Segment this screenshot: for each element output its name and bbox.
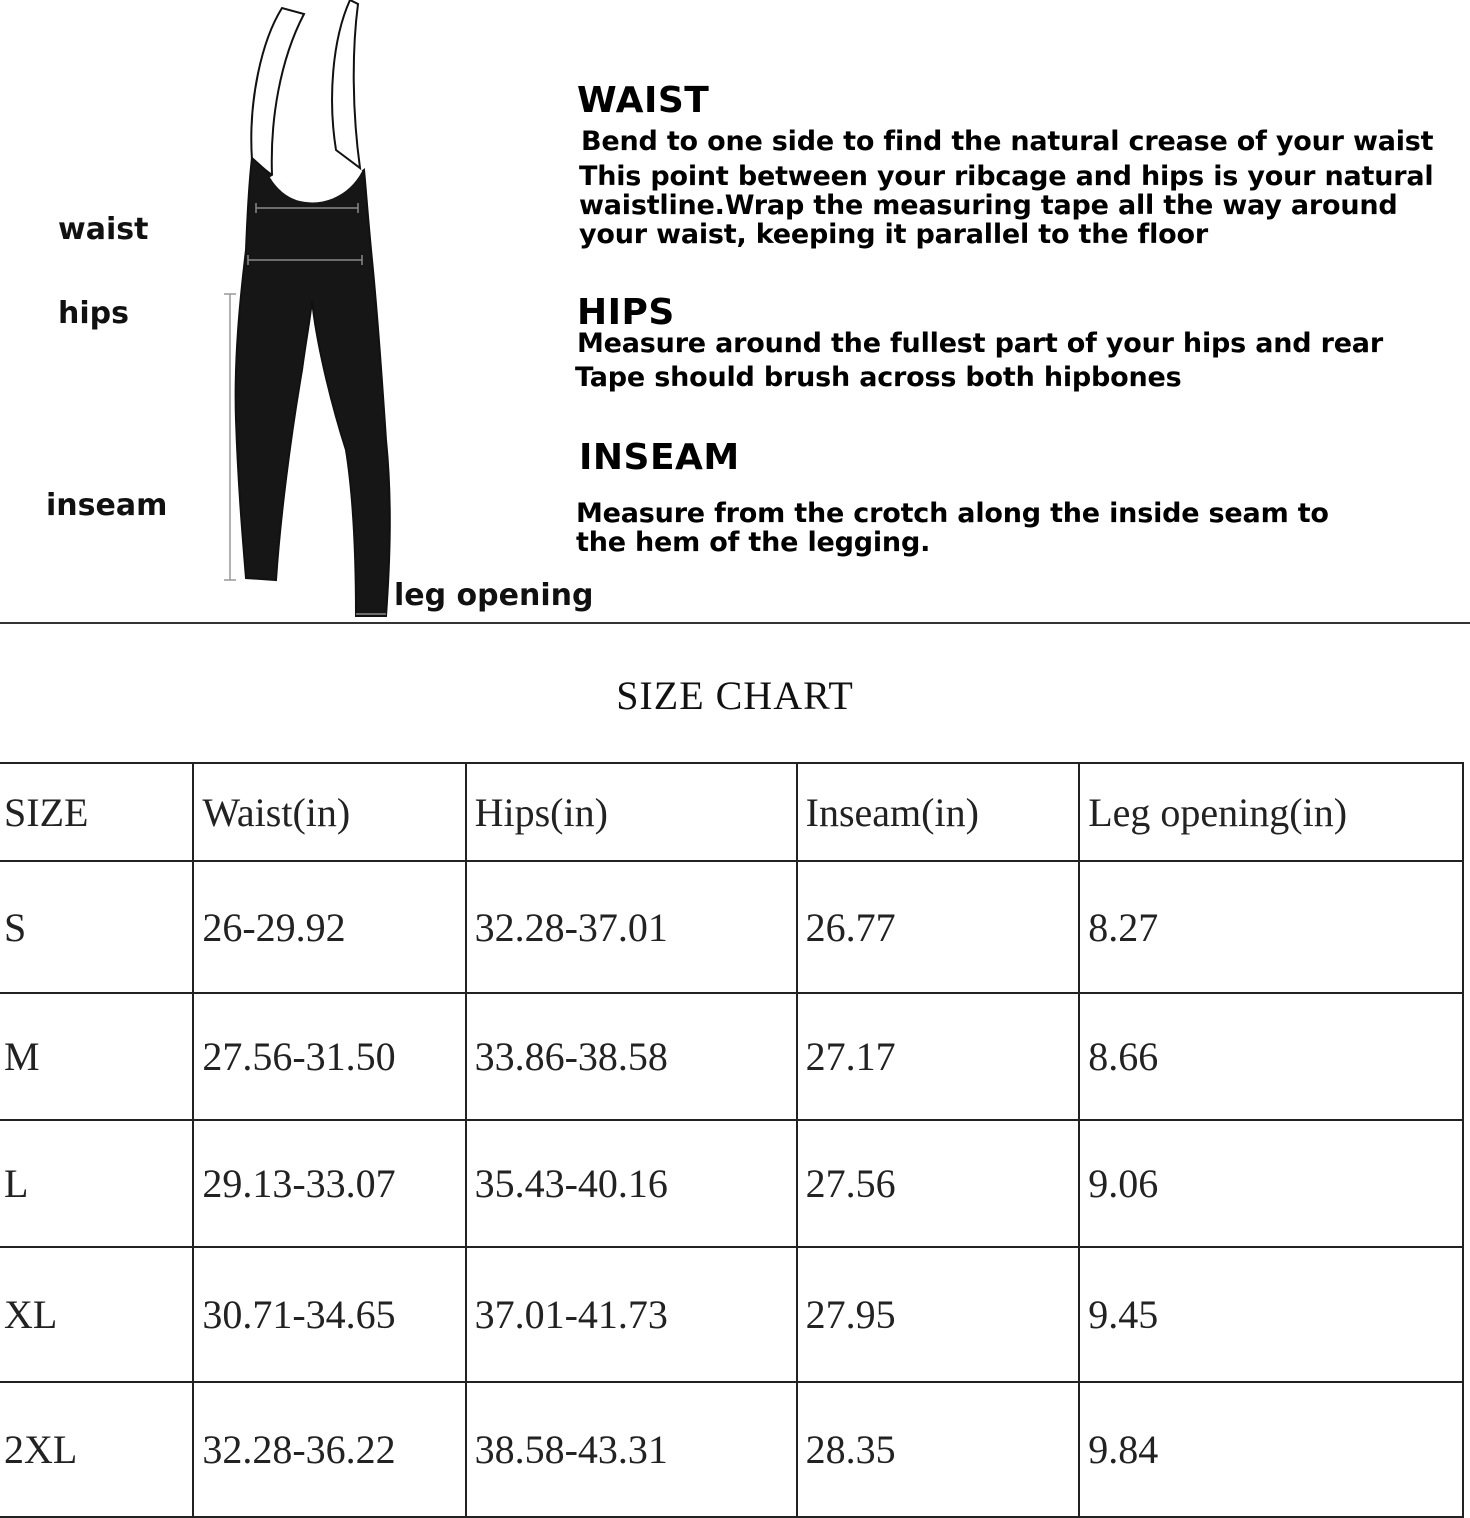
size-cell: L — [0, 1120, 193, 1247]
inseam-cell: 27.95 — [797, 1247, 1080, 1382]
inseam-cell: 26.77 — [797, 861, 1080, 993]
inseam-cell: 27.56 — [797, 1120, 1080, 1247]
bib-tights-illustration — [200, 0, 420, 622]
waist-heading: WAIST — [577, 80, 710, 121]
waist-cell: 30.71-34.65 — [193, 1247, 465, 1382]
waist-cell: 27.56-31.50 — [193, 993, 465, 1120]
waist-text-line: Bend to one side to find the natural crease of your waist — [581, 126, 1434, 157]
table-row — [0, 1120, 1463, 1247]
table-row — [0, 1247, 1463, 1382]
size-chart-title: SIZE CHART — [616, 673, 854, 718]
hips-cell: 32.28-37.01 — [466, 861, 797, 993]
hips-label: hips — [58, 296, 129, 331]
waist-cell: 29.13-33.07 — [193, 1120, 465, 1247]
waist-text-line: your waist, keeping it parallel to the floor — [579, 219, 1208, 250]
hips-cell: 35.43-40.16 — [466, 1120, 797, 1247]
hips-heading: HIPS — [577, 292, 675, 333]
table-header-row — [0, 763, 1463, 861]
hips-text-line: Measure around the fullest part of your hips and rear — [577, 328, 1383, 359]
section-divider — [0, 622, 1470, 624]
size-chart-table — [0, 762, 1464, 1518]
inseam-text-line: Measure from the crotch along the inside seam to — [576, 498, 1329, 529]
hips-text-line: Tape should brush across both hipbones — [575, 362, 1182, 393]
hips-cell: 38.58-43.31 — [466, 1382, 797, 1517]
waist-text-line: This point between your ribcage and hips is your natural — [579, 161, 1434, 192]
leg-opening-cell: 9.84 — [1079, 1382, 1463, 1517]
size-cell: M — [0, 993, 193, 1120]
waist-label: waist — [58, 212, 149, 247]
column-header-inseam: Inseam(in) — [797, 763, 1080, 861]
size-cell: XL — [0, 1247, 193, 1382]
left-strap — [251, 8, 304, 175]
inseam-cell: 28.35 — [797, 1382, 1080, 1517]
table-row — [0, 993, 1463, 1120]
table-row — [0, 1382, 1463, 1517]
leg-opening-cell: 8.27 — [1079, 861, 1463, 993]
size-cell: S — [0, 861, 193, 993]
waist-cell: 32.28-36.22 — [193, 1382, 465, 1517]
waist-cell: 26-29.92 — [193, 861, 465, 993]
column-header-waist: Waist(in) — [193, 763, 465, 861]
inseam-label: inseam — [46, 488, 168, 523]
table-row — [0, 861, 1463, 993]
tights-body — [236, 158, 390, 616]
size-cell: 2XL — [0, 1382, 193, 1517]
hips-cell: 33.86-38.58 — [466, 993, 797, 1120]
leg-opening-label: leg opening — [394, 578, 594, 613]
leg-opening-cell: 9.45 — [1079, 1247, 1463, 1382]
right-strap — [332, 0, 360, 168]
waist-text-line: waistline.Wrap the measuring tape all the way around — [579, 190, 1398, 221]
column-header-leg-opening: Leg opening(in) — [1079, 763, 1463, 861]
leg-opening-cell: 8.66 — [1079, 993, 1463, 1120]
leg-opening-cell: 9.06 — [1079, 1120, 1463, 1247]
hips-cell: 37.01-41.73 — [466, 1247, 797, 1382]
inseam-cell: 27.17 — [797, 993, 1080, 1120]
inseam-text-line: the hem of the legging. — [576, 527, 931, 558]
column-header-hips: Hips(in) — [466, 763, 797, 861]
inseam-heading: INSEAM — [579, 437, 740, 478]
column-header-size: SIZE — [0, 763, 193, 861]
